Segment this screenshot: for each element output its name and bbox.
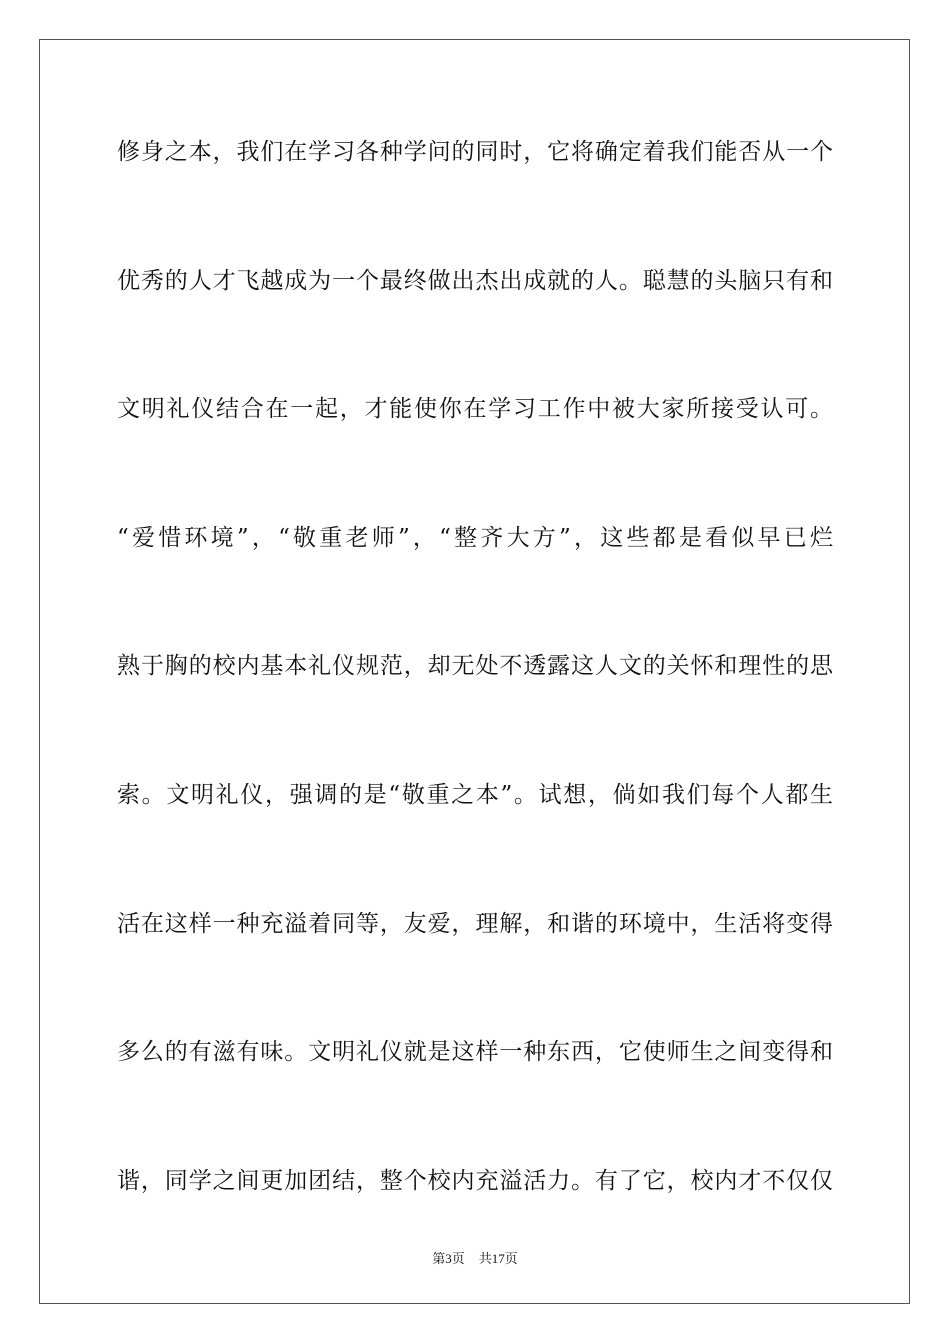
text-line: 活在这样一种充溢着同等，友爱，理解，和谐的环境中，生活将变得 [117,910,833,937]
text-line: 文明礼仪结合在一起，才能使你在学习工作中被大家所接受认可。 [117,396,833,423]
page-total: 共17页 [478,1251,518,1266]
text-line: 谐，同学之间更加团结，整个校内充溢活力。有了它，校内才不仅仅 [117,1167,833,1194]
page-footer [0,1248,950,1267]
document-body [117,124,833,1281]
page-number: 第3页 [432,1251,465,1266]
text-line: 优秀的人才飞越成为一个最终做出杰出成就的人。聪慧的头脑只有和 [117,267,833,294]
text-line: 多么的有滋有味。文明礼仪就是这样一种东西，它使师生之间变得和 [117,1039,833,1066]
text-line: “爱惜环境”，“敬重老师”，“整齐大方”，这些都是看似早已烂 [117,524,833,551]
text-line: 修身之本，我们在学习各种学问的同时，它将确定着我们能否从一个 [117,139,833,165]
text-line: 索。文明礼仪，强调的是“敬重之本”。试想，倘如我们每个人都生 [117,781,833,808]
text-line: 熟于胸的校内基本礼仪规范，却无处不透露这人文的关怀和理性的思 [117,653,833,680]
